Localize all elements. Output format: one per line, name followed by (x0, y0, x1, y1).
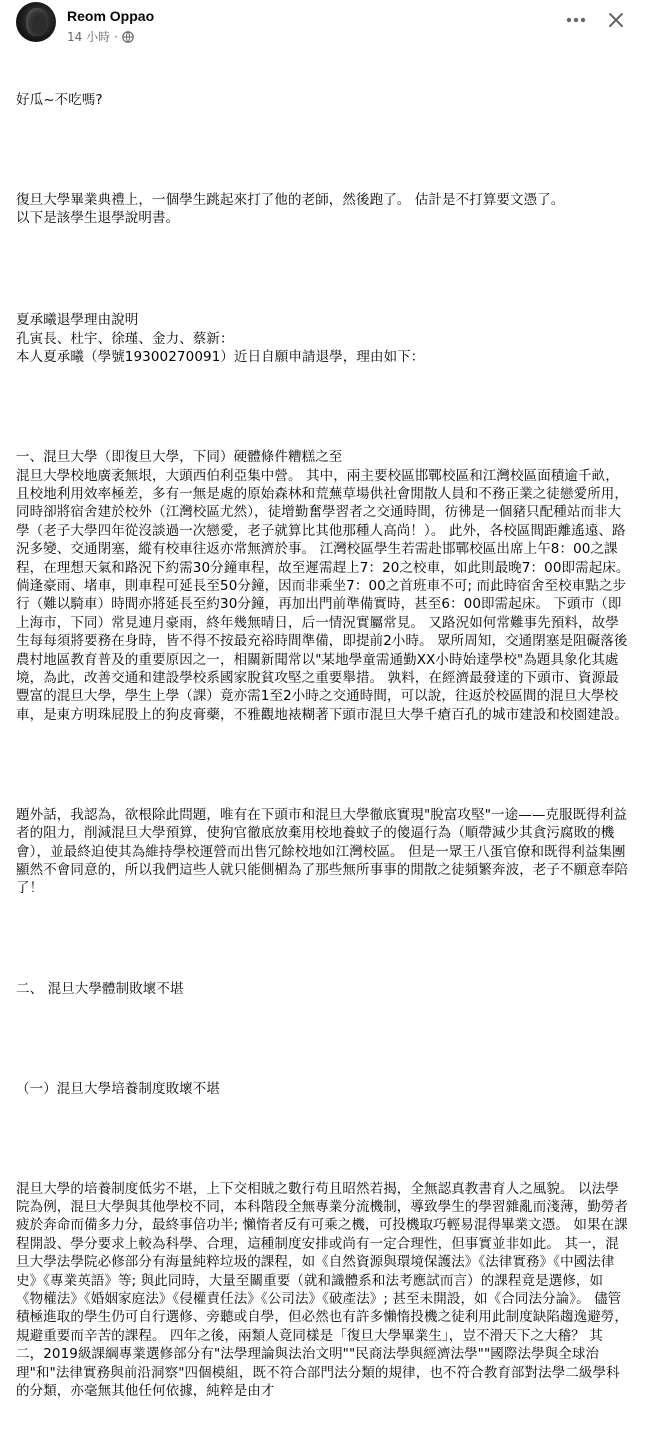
post-header (16, 0, 630, 54)
post-paragraph: 題外話，我認為，欲根除此問題，唯有在下頭市和混旦大學徹底實現"脫富攻堅"一途——克服既得利益者的阻力，削減混旦大學預算，使狗官徹底放棄用校地養蚊子的傻逼行為（順帶減少其貪污腐敗的機會），並最終迫使其為維持學校運營而出售冗餘校地如江灣校區。 但是一眾王八蛋官僚和既得利益集團顯然不會同意的，所以我們這些人就只能側楣為了那些無所事事的閒散之徒頻繁奔波，老子不願意奉陪了！ (16, 806, 628, 897)
post-meta (67, 28, 134, 45)
author-name[interactable]: Reom Oppao (67, 8, 155, 24)
meta-separator: · (114, 29, 118, 44)
more-options-icon[interactable] (562, 10, 590, 30)
globe-icon (122, 31, 134, 43)
post-paragraph: 混旦大學的培養制度低劣不堪，上下交相賊之數行苟且昭然若揭，全無認真教書育人之風貌。 以法學院為例，混旦大學與其他學校不同，本科階段全無專業分流機制，導致學生的學習雜亂而淺薄，勤勞者疲於奔命而備多力分，最終事倍功半; 懶惰者反有可乘之機，可投機取巧輕易混得畢業文憑。 如果在課程開設、學分要求上較為科學、合理，這種制度安排或尚有一定合理性，但事實並非如此。 其一，混旦大學法學院必修部分有海量純粹垃圾的課程，如《自然資源與環境保護法》《法律實務》《中國法律史》《專業英語》等; 與此同時，大量至關重要（就和識體系和法考應試而言）的課程竟是選修，如《物權法》《婚姻家庭法》《侵權責任法》《公司法》《破產法》; 甚至未開設，如《合同法分論》。 儘管積極進取的學生仍可自行選修、旁聽或自學，但必然也有許多懶惰投機之徒利用此制度缺陷趨逸避勞，規避重要而辛苦的課程。 四年之後，兩類人竟同樣是「復旦大學畢業生」，豈不滑天下之大稽？ 其二，2019級課綱專業選修部分有"法學理論與法治文明""民商法學與經濟法學""國際法學與全球治理"和"法律實務與前沿洞察"四個模組，既不符合部門法分類的規律，也不符合教育部對法學二級學科的分類，亦毫無其他任何依據，純粹是由才 (16, 1180, 628, 1400)
post-paragraph: 復旦大學畢業典禮上，一個學生跳起來打了他的老師，然後跑了。 估計是不打算要文憑了。 以下是該學生退學說明書。 (16, 191, 565, 227)
close-icon[interactable] (604, 8, 628, 32)
subsection-heading: （一）混旦大學培養制度敗壞不堪 (16, 1080, 220, 1097)
post-timestamp[interactable]: 14 小時 (67, 30, 111, 44)
post-paragraph: 好瓜~不吃嗎? (16, 91, 103, 108)
section-heading: 二、 混旦大學體制敗壞不堪 (16, 980, 184, 997)
avatar[interactable] (16, 2, 56, 42)
post-paragraph: 夏承曦退學理由說明 孔寅長、杜宇、徐瑾、金力、蔡新： 本人夏承曦（學號19300270091）近日自願申請退學，理由如下： (16, 312, 425, 366)
post-paragraph: 一、混旦大學（即復旦大學，下同）硬體條件糟糕之至 混旦大學校地廣袤無垠，大頭西伯利亞集中營。 其中，兩主要校區邯鄲校區和江灣校區面積逾千畝，且校地利用效率極差，多有一無是處的原始森林和荒蕪草場供社會閒散人員和不務正業之徒戀愛所用，同時卻將宿舍建於校外（江灣校區尤然），徒增勤奮學習者之交通時間，彷彿是一個豬只配種站而非大學（老子大學四年從沒談過一次戀愛，老子就算比其他那種人高尚！）。 此外，各校區間距離遙遠、路況多變、交通閉塞，縱有校車往返亦常無濟於事。 江灣校區學生若需赴邯鄲校區出席上午8：00之課程，在理想天氣和路況下約需30分鐘車程，故至遲需趕上7：20之校車，如此則最晚7：00即需起床。 倘逢豪雨、堵車，則車程可延長至50分鐘，因而非乘坐7：00之首班車不可; 而此時宿舍至校車點之步行（難以騎車）時間亦將延長至約30分鐘，再加出門前準備實時，甚至6：00即需起床。 下頭市（即上海市，下同）常見連月豪雨，終年幾無晴日，后一情況實屬常見。 又路況如何常難事先預料，故學生每每須將要務在身時，皆不得不按最充裕時間準備，即提前2小時。 眾所周知，交通閉塞是阻礙落後農村地區教育普及的重要原因之一，相關新聞常以"某地學童需通勤XX小時始達學校"為題具象化其處境，為此，改善交通和建設學校系國家脫貧攻堅之重要舉措。 孰料，在經濟最發達的下頭市、資源最豐富的混旦大學，學生上學（課）竟亦需1至2小時之交通時間，可以說，往返於校區間的混旦大學校車，是東方明珠屁股上的狗皮膏藥，不雅觀地裱糊著下頭市混旦大學千瘡百孔的城市建設和校園建設。 (16, 449, 630, 723)
post-body (16, 54, 630, 1437)
